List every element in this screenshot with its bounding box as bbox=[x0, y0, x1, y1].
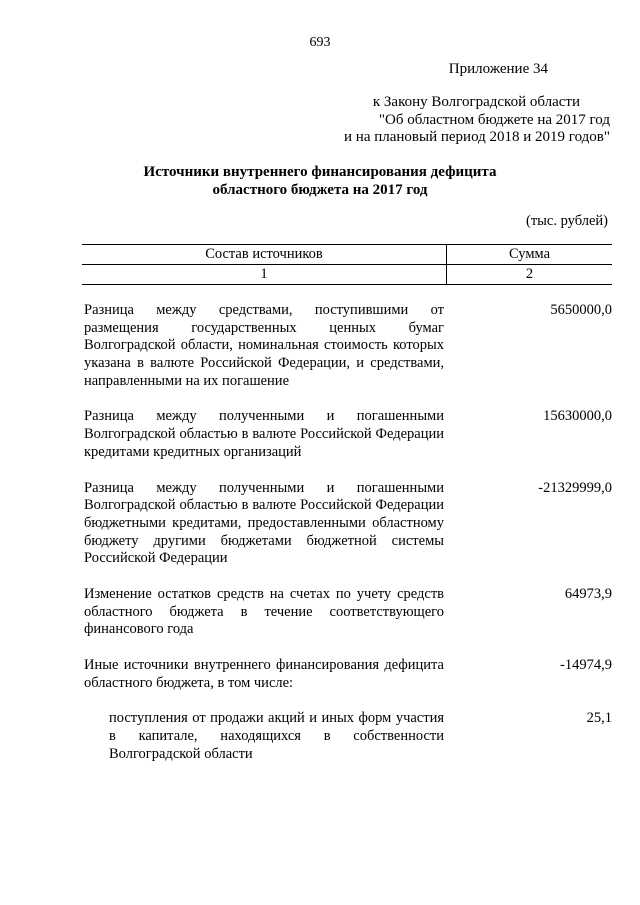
row-description: Разница между средствами, поступившими от размещения государственных ценных бумаг Волгоградской области, номинальная стоимость которых указана в валюте Российской Федерации, и средствами, направленными на их погашение bbox=[84, 302, 444, 389]
table-row bbox=[84, 586, 612, 639]
row-amount: 5650000,0 bbox=[550, 302, 612, 318]
table-row bbox=[84, 408, 612, 461]
header-row bbox=[82, 245, 612, 265]
table-row bbox=[84, 302, 612, 390]
table-row bbox=[84, 657, 612, 692]
units-label: (тыс. рублей) bbox=[526, 213, 608, 229]
table-row bbox=[84, 480, 612, 568]
row-description: Изменение остатков средств на счетах по учету средств областного бюджета в течение соответствующего финансового года bbox=[84, 585, 444, 638]
row-amount: -14974,9 bbox=[560, 657, 612, 673]
law-reference bbox=[344, 94, 610, 147]
law-reference-line-2: "Об областном бюджете на 2017 год bbox=[378, 111, 610, 128]
column-number-2: 2 bbox=[525, 266, 534, 282]
row-description: Разница между полученными и погашенными Волгоградской областью в валюте Российской Федерации бюджетными кредитами, предоставленными областному бюджету другими бюджетами бюджетной системы Российской Федерации bbox=[84, 479, 444, 567]
table-header bbox=[82, 244, 612, 285]
law-reference-line-1: к Закону Волгоградской области bbox=[372, 94, 580, 110]
row-amount: 15630000,0 bbox=[543, 408, 612, 425]
row-description: Иные источники внутреннего финансирования дефицита областного бюджета, в том числе: bbox=[84, 657, 444, 691]
document-title-line-1: Источники внутреннего финансирования дефицита bbox=[143, 164, 497, 180]
table-row-subitem bbox=[84, 710, 612, 763]
row-amount: 25,1 bbox=[586, 710, 612, 727]
document-title bbox=[0, 163, 640, 200]
row-amount: -21329999,0 bbox=[538, 479, 612, 496]
appendix-label: Приложение 34 bbox=[448, 61, 548, 77]
column-number-row bbox=[82, 265, 612, 284]
column-number-1: 1 bbox=[82, 265, 447, 284]
header-amount: Сумма bbox=[508, 246, 551, 262]
header-sources: Состав источников bbox=[82, 245, 447, 264]
law-reference-line-3: и на плановый период 2018 и 2019 годов" bbox=[344, 129, 610, 146]
row-description: Разница между полученными и погашенными Волгоградской областью в валюте Российской Федерации кредитами кредитных организаций bbox=[84, 408, 444, 460]
document-title-line-2: областного бюджета на 2017 год bbox=[212, 182, 428, 199]
row-description: поступления от продажи акций и иных форм участия в капитале, находящихся в собственности Волгоградской области bbox=[109, 710, 444, 762]
table-body bbox=[84, 302, 612, 781]
row-amount: 64973,9 bbox=[564, 585, 612, 602]
page-number: 693 bbox=[309, 35, 331, 50]
